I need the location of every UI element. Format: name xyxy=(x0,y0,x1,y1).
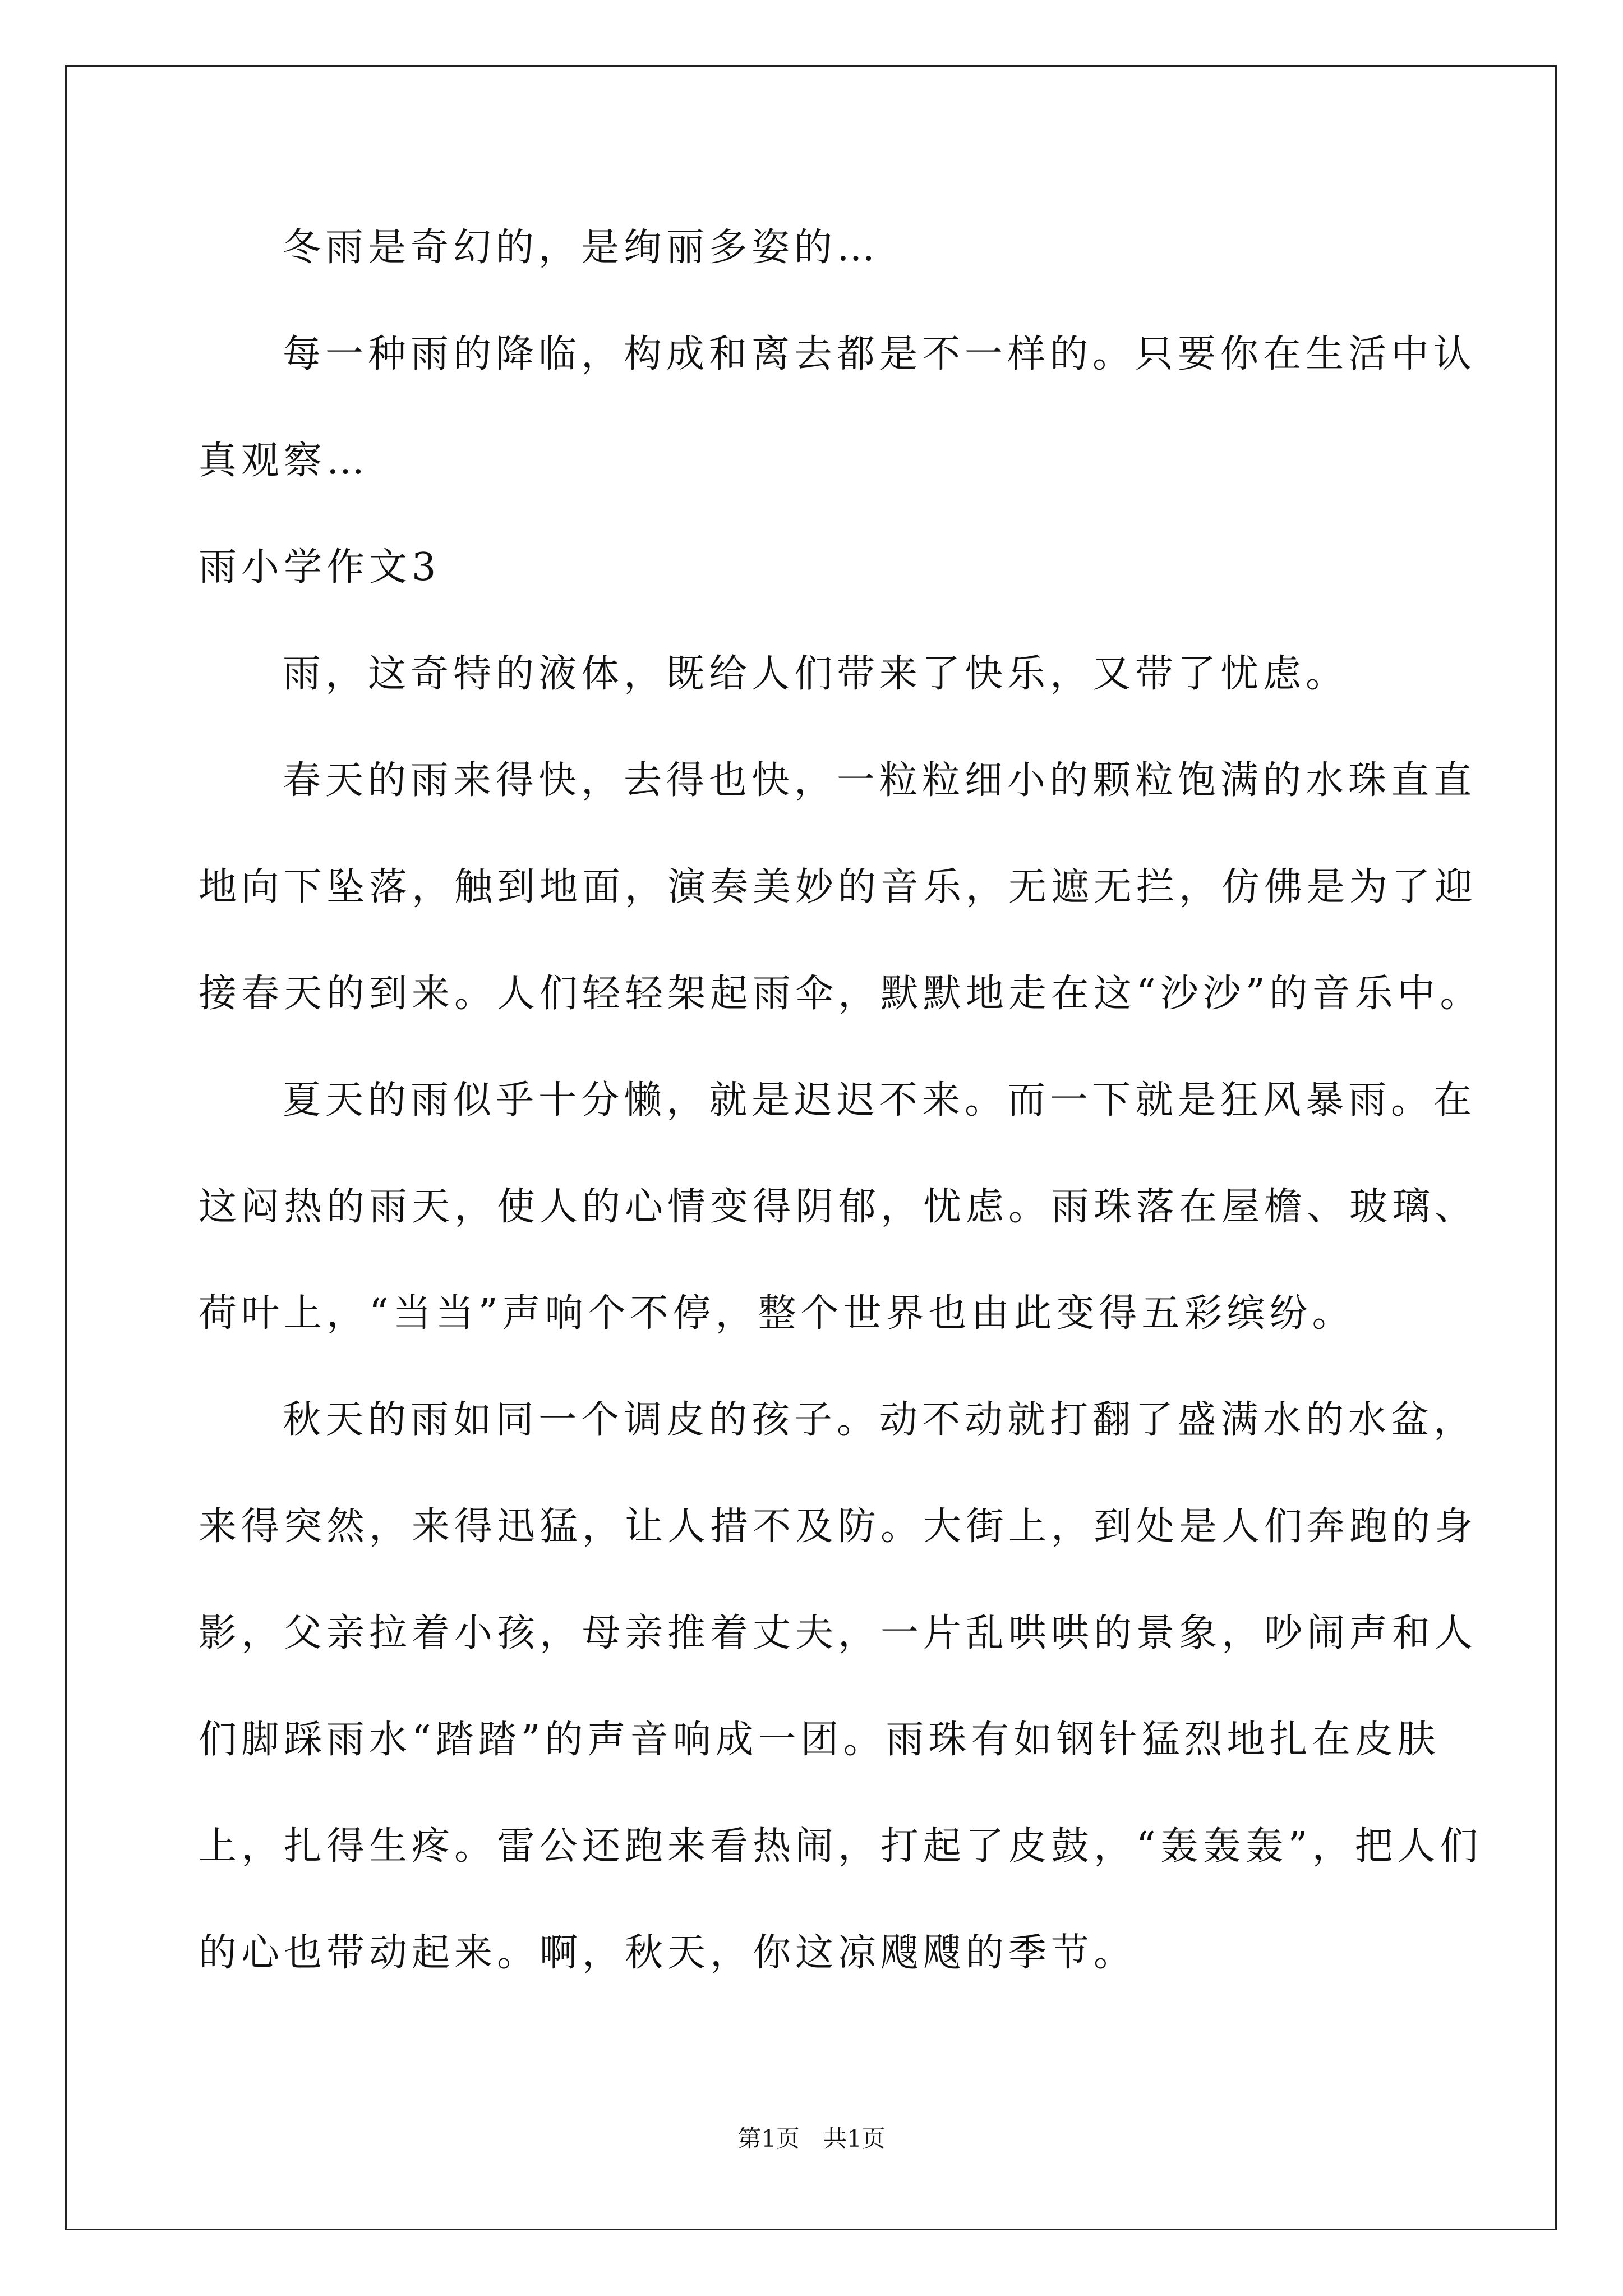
paragraph-line: 每一种雨的降临，构成和离去都是不一样的。只要你在生活中认 xyxy=(283,332,1477,376)
paragraph-line: 们脚踩雨水“踏踏”的声音响成一团。雨珠有如钢针猛烈地扎在皮肤 xyxy=(199,1718,1440,1762)
paragraph-line: 接春天的到来。人们轻轻架起雨伞，默默地走在这“沙沙”的音乐中。 xyxy=(199,972,1483,1016)
paragraph-line-winter-rain: 冬雨是奇幻的，是绚丽多姿的… xyxy=(283,226,880,270)
paragraph-line: 地向下坠落，触到地面，演奏美妙的音乐，无遮无拦，仿佛是为了迎 xyxy=(199,865,1478,909)
paragraph-line: 真观察… xyxy=(199,439,370,483)
page-border xyxy=(65,65,1557,2230)
paragraph-line: 来得突然，来得迅猛，让人措不及防。大街上，到处是人们奔跑的身 xyxy=(199,1504,1478,1549)
paragraph-line: 荷叶上，“当当”声响个不停，整个世界也由此变得五彩缤纷。 xyxy=(199,1291,1355,1336)
paragraph-line: 的心也带动起来。啊，秋天，你这凉飕飕的季节。 xyxy=(199,1931,1137,1975)
paragraph-line-spring: 春天的雨来得快，去得也快，一粒粒细小的颗粒饱满的水珠直直 xyxy=(283,758,1477,803)
paragraph-line: 上，扎得生疼。雷公还跑来看热闹，打起了皮鼓，“轰轰轰”，把人们 xyxy=(199,1824,1483,1869)
paragraph-line: 这闷热的雨天，使人的心情变得阴郁，忧虑。雨珠落在屋檐、玻璃、 xyxy=(199,1185,1478,1229)
paragraph-line: 雨，这奇特的液体，既给人们带来了快乐，又带了忧虑。 xyxy=(283,652,1349,696)
section-heading: 雨小学作文3 xyxy=(199,545,441,590)
paragraph-line-summer: 夏天的雨似乎十分懒，就是迟迟不来。而一下就是狂风暴雨。在 xyxy=(283,1078,1477,1122)
paragraph-line: 影，父亲拉着小孩，母亲推着丈夫，一片乱哄哄的景象，吵闹声和人 xyxy=(199,1611,1478,1655)
page-number-footer: 第1页 共1页 xyxy=(737,2125,886,2152)
paragraph-line-autumn: 秋天的雨如同一个调皮的孩子。动不动就打翻了盛满水的水盆， xyxy=(283,1398,1477,1442)
